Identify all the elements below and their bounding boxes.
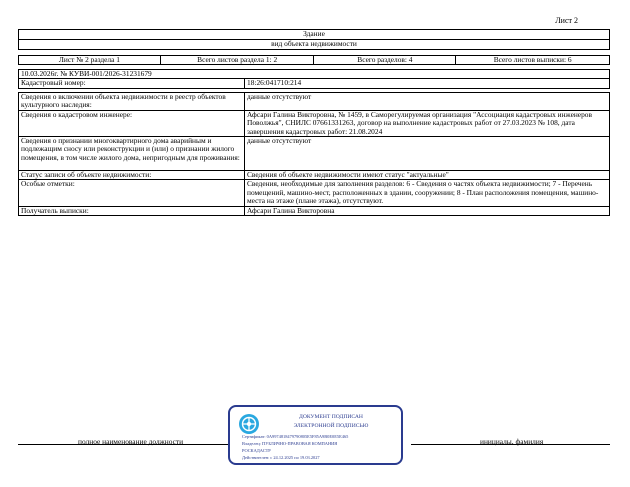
total-sections: Всего разделов: 4 bbox=[314, 56, 456, 65]
row-value: Афсари Галина Викторовна, № 1459, в Саморегулируемая организация "Ассоциация кадастровых инженеров Поволжья", СНИЛС 07661331263, договор на выполнение кадастровых работ от 27.03.2023 № 108, дата завершения кадастровых работ: 21.08.2024 bbox=[245, 110, 610, 136]
total-sheets-section: Всего листов раздела 1: 2 bbox=[160, 56, 314, 65]
row-label: Статус записи об объекте недвижимости: bbox=[19, 171, 245, 180]
row-label: Сведения о признании многоквартирного дома аварийным и подлежащим сносу или реконструкции и (или) о признании жилого помещения, в том числе жилого дома, непригодным для проживания: bbox=[19, 137, 245, 171]
row-value: Сведения об объекте недвижимости имеют статус "актуальные" bbox=[245, 171, 610, 180]
extract-date-number: 10.03.2026г. № КУВИ-001/2026-31231679 bbox=[19, 70, 610, 79]
stamp-owner-org: РОСКАДАСТР bbox=[242, 448, 271, 453]
table-row bbox=[19, 93, 610, 111]
details-table bbox=[18, 92, 610, 216]
stamp-validity: Действителен: с 24.12.2025 по 19.03.2027 bbox=[242, 455, 320, 460]
table-row bbox=[19, 206, 610, 215]
table-row bbox=[19, 180, 610, 206]
sheet-number: Лист 2 bbox=[555, 16, 578, 25]
stamp-owner: Владелец: ПУБЛИЧНО-ПРАВОВАЯ КОМПАНИЯ bbox=[242, 441, 338, 446]
sheet-info-row bbox=[18, 55, 610, 65]
row-value: данные отсутствуют bbox=[245, 137, 610, 171]
stamp-certificate: Сертификат: 0A9974818479790805E5F85A9B0E0E5E465 bbox=[242, 434, 349, 439]
row-label: Получатель выписки: bbox=[19, 206, 245, 215]
stamp-subtitle: ЭЛЕКТРОННОЙ ПОДПИСЬЮ bbox=[293, 423, 369, 429]
row-value: данные отсутствуют bbox=[245, 93, 610, 111]
row-label: Сведения о включении объекта недвижимости в реестр объектов культурного наследия: bbox=[19, 93, 245, 111]
name-caption: инициалы, фамилия bbox=[480, 437, 544, 446]
sheet-section: Лист № 2 раздела 1 bbox=[19, 56, 161, 65]
row-label: Сведения о кадастровом инженере: bbox=[19, 110, 245, 136]
electronic-signature-stamp bbox=[228, 405, 403, 465]
stamp-title: ДОКУМЕНТ ПОДПИСАН bbox=[299, 414, 363, 420]
row-value: Афсари Галина Викторовна bbox=[245, 206, 610, 215]
row-value: Сведения, необходимые для заполнения разделов: 6 - Сведения о частях объекта недвижимости; 7 - Перечень помещений, машино-мест, расположенных в здании, сооружении; 8 - План расположения помещения, машино-места на этаже (плане этажа), отсутствуют. bbox=[245, 180, 610, 206]
object-header bbox=[18, 29, 610, 50]
table-row bbox=[19, 137, 610, 171]
object-type: Здание bbox=[19, 30, 610, 40]
cadastral-number-label: Кадастровый номер: bbox=[19, 79, 245, 88]
position-caption: полное наименование должности bbox=[78, 437, 184, 446]
total-sheets-extract: Всего листов выписки: 6 bbox=[456, 56, 610, 65]
table-row bbox=[19, 110, 610, 136]
emblem-icon bbox=[238, 413, 260, 435]
meta-block bbox=[18, 69, 610, 89]
cadastral-number-value: 18:26:041710:214 bbox=[245, 79, 610, 88]
row-label: Особые отметки: bbox=[19, 180, 245, 206]
object-type-caption: вид объекта недвижимости bbox=[19, 40, 610, 50]
